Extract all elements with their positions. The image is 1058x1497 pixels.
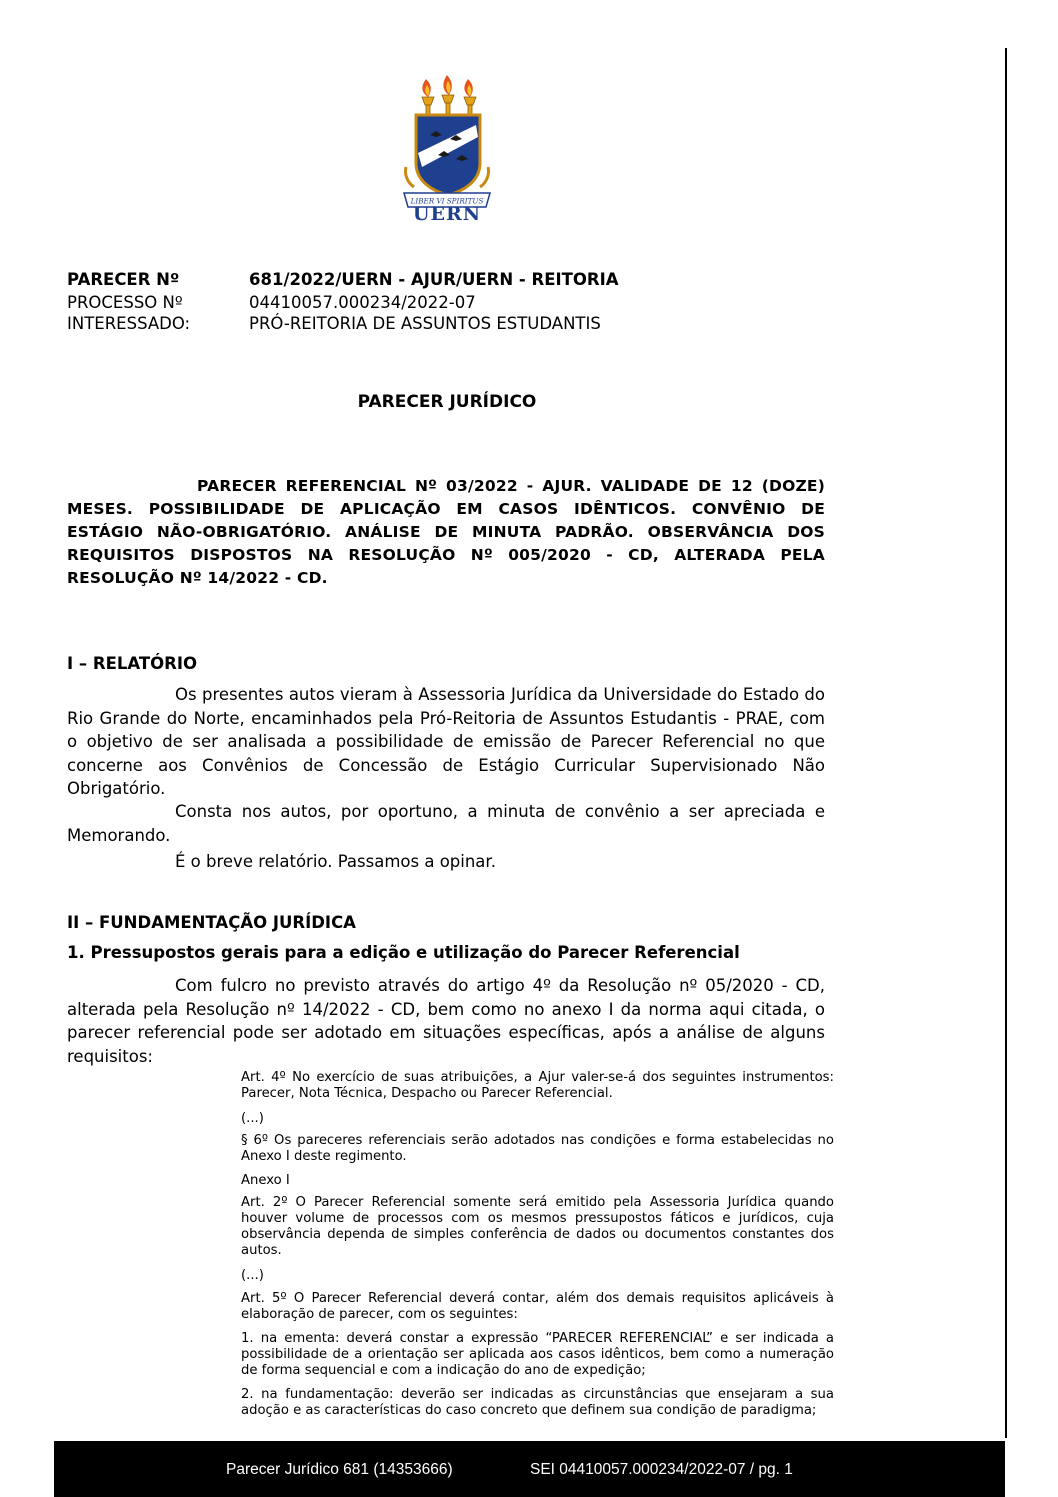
quote-art2: Art. 2º O Parecer Referencial somente será emitido pela Assessoria Jurídica quando houver volume de processos com os mesmos pressupostos fáticos e jurídicos, cuja observância dependa de simples conferência de dados ou documentos constantes dos autos.: [241, 1195, 834, 1258]
processo-label: PROCESSO Nº: [67, 293, 183, 312]
quote-paragraph-6: § 6º Os pareceres referenciais serão adotados nas condições e forma estabelecidas no Anexo I deste regimento.: [241, 1133, 834, 1164]
document-title: PARECER JURÍDICO: [357, 392, 537, 412]
fundamentacao-paragraph-1: Com fulcro no previsto através do artigo 4º da Resolução nº 05/2020 - CD, alterada pela Resolução nº 14/2022 - CD, bem como no anexo I da norma aqui citada, o parecer referencial pode ser adotado em situações específicas, após a análise de alguns requisitos:: [67, 976, 825, 1066]
relatorio-heading: I – RELATÓRIO: [67, 654, 198, 673]
institution-name: UERN: [412, 203, 482, 225]
ementa: PARECER REFERENCIAL Nº 03/2022 - AJUR. VALIDADE DE 12 (DOZE) MESES. POSSIBILIDADE DE APLICAÇÃO EM CASOS IDÊNTICOS. CONVÊNIO DE ESTÁGIO NÃO-OBRIGATÓRIO. ANÁLISE DE MINUTA PADRÃO. OBSERVÂNCIA DOS REQUISITOS DISPOSTOS NA RESOLUÇÃO Nº 005/2020 - CD, ALTERADA PELA RESOLUÇÃO Nº 14/2022 - CD.: [67, 477, 825, 587]
page-border-line: [1005, 48, 1007, 1438]
parecer-label: PARECER Nº: [67, 270, 180, 289]
parecer-value: 681/2022/UERN - AJUR/UERN - REITORIA: [249, 270, 619, 289]
quote-ellipsis-2: (...): [241, 1268, 264, 1283]
relatorio-paragraph-1: Os presentes autos vieram à Assessoria Jurídica da Universidade do Estado do Rio Grande do Norte, encaminhados pela Pró-Reitoria de Assuntos Estudantis - PRAE, com o objetivo de ser analisada a possibilidade de emissão de Parecer Referencial no que concerne aos Convênios de Concessão de Estágio Curricular Supervisionado Não Obrigatório.: [67, 685, 825, 798]
processo-value: 04410057.000234/2022-07: [249, 293, 476, 312]
interessado-label: INTERESSADO:: [67, 314, 191, 333]
quote-anexo-label: Anexo I: [241, 1173, 290, 1188]
fundamentacao-subheading: 1. Pressupostos gerais para a edição e utilização do Parecer Referencial: [67, 943, 740, 962]
sei-footer-bar: [54, 1441, 1005, 1497]
footer-process-page: SEI 04410057.000234/2022-07 / pg. 1: [530, 1461, 793, 1478]
quote-art5: Art. 5º O Parecer Referencial deverá contar, além dos demais requisitos aplicáveis à elaboração de parecer, com os seguintes:: [241, 1291, 834, 1322]
quote-item-2: 2. na fundamentação: deverão ser indicadas as circunstâncias que ensejaram a sua adoção e as características do caso concreto que definem sua condição de paradigma;: [241, 1387, 834, 1418]
fundamentacao-heading: II – FUNDAMENTAÇÃO JURÍDICA: [67, 913, 356, 932]
torch-flames-icon: [422, 75, 472, 97]
crest-motto: LIBER VI SPIRITUS: [410, 196, 484, 206]
relatorio-paragraph-2: Consta nos autos, por oportuno, a minuta de convênio a ser apreciada e Memorando.: [67, 802, 825, 845]
relatorio-paragraph-3: É o breve relatório. Passamos a opinar.: [175, 852, 496, 871]
quote-art4: Art. 4º No exercício de suas atribuições, a Ajur valer-se-á dos seguintes instrumentos: Parecer, Nota Técnica, Despacho ou Parecer Referencial.: [241, 1070, 834, 1101]
footer-document-id: Parecer Jurídico 681 (14353666): [226, 1461, 453, 1478]
interessado-value: PRÓ-REITORIA DE ASSUNTOS ESTUDANTIS: [249, 314, 601, 333]
quote-item-1: 1. na ementa: deverá constar a expressão “PARECER REFERENCIAL” e ser indicada a possibilidade de a orientação ser aplicada aos casos idênticos, bem como a numeração de forma sequencial e com a indicação do ano de expedição;: [241, 1331, 834, 1378]
quote-ellipsis-1: (...): [241, 1111, 264, 1126]
